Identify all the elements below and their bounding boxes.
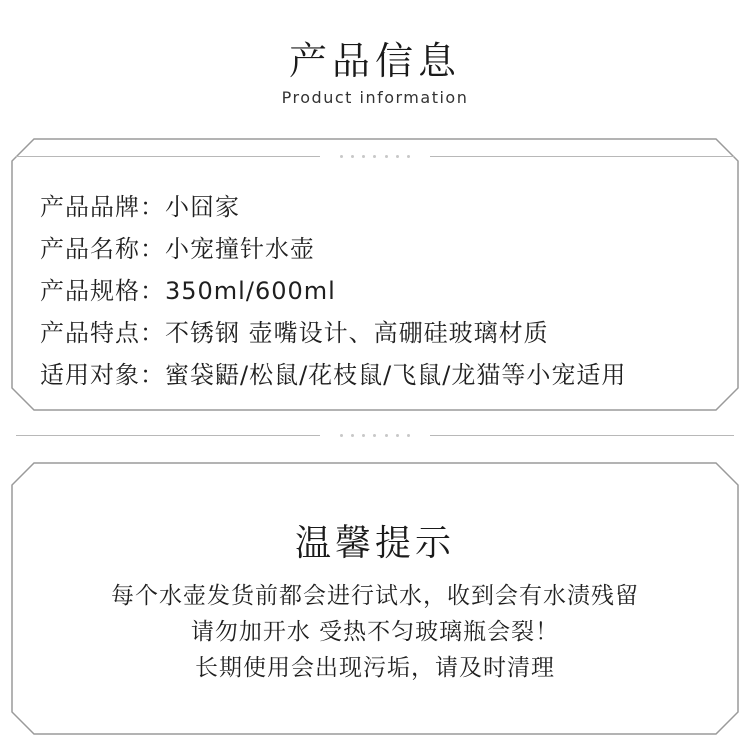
info-row-spec: 产品规格：350ml/600ml — [40, 277, 336, 305]
tips-title: 温馨提示 — [294, 523, 455, 564]
divider-line-right — [430, 156, 734, 157]
top-divider — [16, 152, 734, 162]
divider-line-left — [16, 435, 320, 436]
tips-line-cleaning: 长期使用会出现污垢，请及时清理 — [195, 655, 555, 681]
middle-divider — [16, 431, 734, 441]
divider-line-left — [16, 156, 320, 157]
tips-line-no-boiling: 请勿加开水 受热不匀玻璃瓶会裂！ — [190, 619, 560, 645]
info-row-features: 产品特点：不锈钢 壶嘴设计、高硼硅玻璃材质 — [40, 319, 549, 347]
tips-line-water-test: 每个水壶发货前都会进行试水，收到会有水渍残留 — [111, 583, 639, 609]
info-row-target: 适用对象：蜜袋鼯/松鼠/花枝鼠/飞鼠/龙猫等小宠适用 — [40, 361, 627, 389]
product-info-list — [40, 186, 626, 396]
divider-dots — [340, 155, 410, 159]
page-title: 产品信息 — [288, 39, 461, 83]
divider-dots — [340, 434, 410, 438]
page-subtitle: Product information — [281, 88, 469, 107]
info-row-name: 产品名称：小宠撞针水壶 — [40, 235, 315, 263]
page-header — [0, 36, 750, 107]
tips-list — [0, 578, 750, 686]
divider-line-right — [430, 435, 734, 436]
info-row-brand: 产品品牌：小囧家 — [40, 193, 240, 221]
